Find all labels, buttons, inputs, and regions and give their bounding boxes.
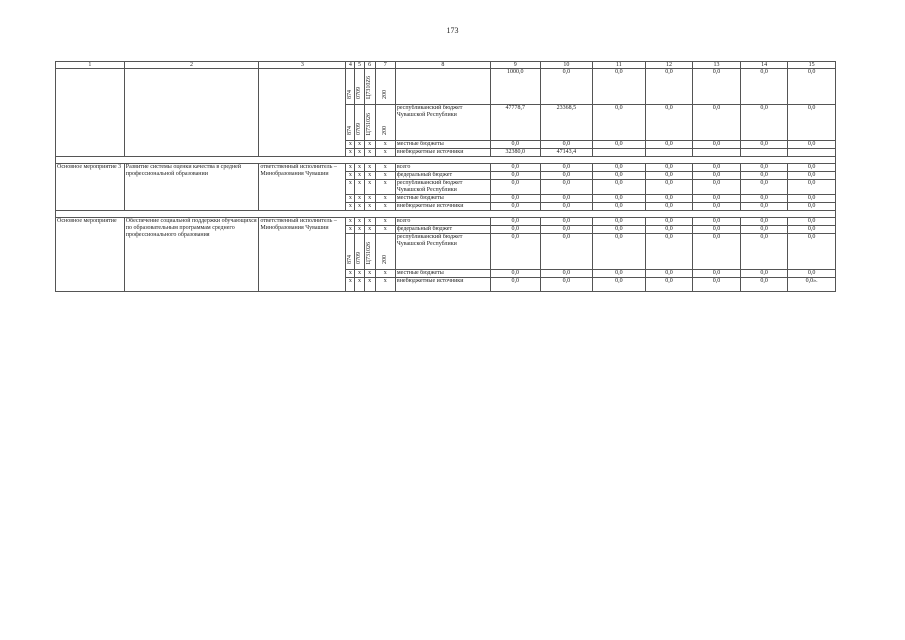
- value-cell: 0,0: [645, 226, 693, 234]
- x-cell: x: [355, 180, 364, 195]
- value-cell: 0,0: [740, 105, 788, 141]
- source-cell: республиканский бюджет Чувашской Республики: [395, 180, 490, 195]
- value-cell: 23368,5: [540, 105, 593, 141]
- value-cell: 0,0: [693, 172, 741, 180]
- value-cell: 0,0: [740, 278, 788, 292]
- value-cell: 0,0: [490, 164, 540, 172]
- source-cell: республиканский бюджет Чувашской Республики: [395, 105, 490, 141]
- source-cell: [395, 69, 490, 105]
- value-cell: 0,0: [645, 164, 693, 172]
- value-cell: 0,0: [740, 180, 788, 195]
- event-description: Развитие системы оценки качества в средней профессиональной образовании: [124, 164, 259, 211]
- cell-empty: [593, 149, 646, 157]
- value-cell: 0,0: [540, 278, 593, 292]
- table-row: [56, 218, 836, 226]
- value-cell: 0,0: [490, 172, 540, 180]
- x-cell: x: [355, 149, 364, 157]
- spacer-row: [56, 157, 836, 164]
- value-cell: 0,0: [540, 141, 593, 149]
- value-cell: 0,0: [740, 164, 788, 172]
- code-cell: 200: [375, 234, 395, 270]
- value-cell: 0,0: [740, 270, 788, 278]
- code-cell: 874: [346, 69, 355, 105]
- code-cell: Ц731026: [364, 234, 375, 270]
- header-row: [56, 62, 836, 69]
- col-header: 9: [490, 62, 540, 69]
- value-cell: 0,0: [593, 69, 646, 105]
- value-cell: 0,0: [740, 195, 788, 203]
- x-cell: x: [346, 149, 355, 157]
- value-cell: 0,0: [593, 226, 646, 234]
- value-cell: 0,0: [645, 69, 693, 105]
- value-cell: 0,0: [645, 105, 693, 141]
- value-cell: 0,0: [645, 218, 693, 226]
- value-cell: 0,0: [540, 69, 593, 105]
- x-cell: x: [346, 226, 355, 234]
- value-cell: 0,0: [490, 278, 540, 292]
- col-header: 15: [788, 62, 836, 69]
- x-cell: x: [375, 141, 395, 149]
- cell-empty: [645, 149, 693, 157]
- value-cell: 0,0: [740, 226, 788, 234]
- col-header: 14: [740, 62, 788, 69]
- col-header: 5: [355, 62, 364, 69]
- x-cell: x: [346, 195, 355, 203]
- value-cell: 0,0: [788, 172, 836, 180]
- code-cell: 874: [346, 234, 355, 270]
- x-cell: x: [375, 203, 395, 211]
- value-cell: 0,0: [645, 180, 693, 195]
- value-cell: 0,0: [788, 218, 836, 226]
- x-cell: x: [364, 164, 375, 172]
- source-cell: внебюджетные источники: [395, 203, 490, 211]
- x-cell: x: [375, 180, 395, 195]
- value-cell: 0,0: [740, 234, 788, 270]
- value-cell: 0,0: [645, 234, 693, 270]
- x-cell: x: [364, 149, 375, 157]
- value-cell: 0,0: [693, 69, 741, 105]
- code-cell: 874: [346, 105, 355, 141]
- source-cell: местные бюджеты: [395, 270, 490, 278]
- value-cell: 0,0: [490, 270, 540, 278]
- source-cell: местные бюджеты: [395, 141, 490, 149]
- value-cell: 1000,0: [490, 69, 540, 105]
- value-cell: 0,0: [593, 203, 646, 211]
- col-header: 4: [346, 62, 355, 69]
- value-cell: 0,0: [490, 141, 540, 149]
- x-cell: x: [375, 172, 395, 180]
- x-cell: x: [355, 218, 364, 226]
- value-cell: 0,0: [740, 203, 788, 211]
- value-cell: 0,0: [593, 278, 646, 292]
- source-cell: федеральный бюджет: [395, 172, 490, 180]
- value-cell: 0,0: [693, 164, 741, 172]
- value-cell: 0,0: [540, 203, 593, 211]
- value-cell: 47778,7: [490, 105, 540, 141]
- value-cell: 0,0: [645, 195, 693, 203]
- code-cell: 0709: [355, 234, 364, 270]
- value-cell: 0,0: [788, 234, 836, 270]
- spacer-row: [56, 211, 836, 218]
- x-cell: x: [346, 218, 355, 226]
- x-cell: x: [355, 278, 364, 292]
- col-header: 1: [56, 62, 125, 69]
- x-cell: x: [355, 141, 364, 149]
- x-cell: x: [364, 141, 375, 149]
- value-cell: 0,0: [645, 278, 693, 292]
- event-description: Обеспечение социальной поддержки обучающихся по образовательным программам среднего профессионального образования: [124, 218, 259, 292]
- x-cell: x: [375, 164, 395, 172]
- event-name: Основное мероприятие: [56, 218, 125, 292]
- value-cell: 0,0: [740, 172, 788, 180]
- value-cell: 0,0: [490, 180, 540, 195]
- x-cell: x: [355, 172, 364, 180]
- cell-empty: [56, 69, 125, 157]
- value-cell: 0,0: [788, 270, 836, 278]
- value-cell: 0,0: [645, 141, 693, 149]
- value-cell: 0,0: [593, 180, 646, 195]
- code-cell: 0709: [355, 69, 364, 105]
- col-header: 7: [375, 62, 395, 69]
- x-cell: x: [355, 270, 364, 278]
- x-cell: x: [375, 195, 395, 203]
- col-header: 2: [124, 62, 259, 69]
- value-cell: 0,0: [645, 270, 693, 278]
- x-cell: x: [375, 218, 395, 226]
- value-cell: 0,0: [788, 164, 836, 172]
- value-cell: 0,0: [593, 195, 646, 203]
- x-cell: x: [375, 226, 395, 234]
- value-cell: 0,0: [490, 234, 540, 270]
- value-cell: 0,0: [645, 172, 693, 180]
- col-header: 13: [693, 62, 741, 69]
- x-cell: x: [364, 270, 375, 278]
- value-cell: 0,0: [788, 180, 836, 195]
- value-cell: 0,0: [693, 278, 741, 292]
- cell-empty: [259, 69, 346, 157]
- value-cell: 0,0: [693, 141, 741, 149]
- x-cell: x: [346, 278, 355, 292]
- value-cell: 0,0: [490, 203, 540, 211]
- source-cell: внебюджетные источники: [395, 278, 490, 292]
- value-cell: 0,0: [693, 218, 741, 226]
- x-cell: x: [346, 172, 355, 180]
- cell-empty: [124, 69, 259, 157]
- value-cell: 0,0: [593, 234, 646, 270]
- code-cell: Ц7310Z6: [364, 69, 375, 105]
- source-cell: внебюджетные источники: [395, 149, 490, 157]
- source-cell: федеральный бюджет: [395, 226, 490, 234]
- value-cell: 0,0: [540, 226, 593, 234]
- value-cell: 0,0: [788, 226, 836, 234]
- x-cell: x: [364, 172, 375, 180]
- x-cell: x: [364, 278, 375, 292]
- value-cell: 0,0: [540, 164, 593, 172]
- value-cell: 0,0: [540, 172, 593, 180]
- value-cell: 0,0: [540, 195, 593, 203]
- col-header: 3: [259, 62, 346, 69]
- x-cell: x: [364, 195, 375, 203]
- x-cell: x: [346, 141, 355, 149]
- source-cell: местные бюджеты: [395, 195, 490, 203]
- event-executor: ответственный исполнитель – Минобразования Чувашии: [259, 164, 346, 211]
- value-cell: 0,0: [490, 218, 540, 226]
- value-cell: 0,0: [788, 141, 836, 149]
- x-cell: x: [346, 203, 355, 211]
- x-cell: x: [364, 218, 375, 226]
- x-cell: x: [364, 180, 375, 195]
- value-cell: 0,0: [593, 270, 646, 278]
- code-cell: 200: [375, 105, 395, 141]
- col-header: 10: [540, 62, 593, 69]
- value-cell: 0,0».: [788, 278, 836, 292]
- code-cell: 200: [375, 69, 395, 105]
- x-cell: x: [346, 180, 355, 195]
- value-cell: 0,0: [788, 203, 836, 211]
- table-row: [56, 164, 836, 172]
- value-cell: 0,0: [645, 203, 693, 211]
- value-cell: 0,0: [788, 195, 836, 203]
- table-row: [56, 69, 836, 105]
- x-cell: x: [375, 149, 395, 157]
- cell-empty: [788, 149, 836, 157]
- x-cell: x: [375, 278, 395, 292]
- value-cell: 47143,4: [540, 149, 593, 157]
- value-cell: 0,0: [740, 69, 788, 105]
- col-header: 11: [593, 62, 646, 69]
- code-cell: 0709: [355, 105, 364, 141]
- x-cell: x: [375, 270, 395, 278]
- value-cell: 0,0: [593, 172, 646, 180]
- x-cell: x: [346, 164, 355, 172]
- value-cell: 0,0: [490, 195, 540, 203]
- cell-empty: [740, 149, 788, 157]
- value-cell: 0,0: [693, 226, 741, 234]
- col-header: 6: [364, 62, 375, 69]
- source-cell: республиканский бюджет Чувашской Республики: [395, 234, 490, 270]
- source-cell: всего: [395, 218, 490, 226]
- value-cell: 0,0: [693, 180, 741, 195]
- value-cell: 0,0: [490, 226, 540, 234]
- x-cell: x: [355, 203, 364, 211]
- cell-empty: [693, 149, 741, 157]
- value-cell: 0,0: [540, 234, 593, 270]
- value-cell: 0,0: [593, 218, 646, 226]
- value-cell: 0,0: [593, 164, 646, 172]
- page-number: 173: [446, 26, 459, 35]
- value-cell: 0,0: [788, 69, 836, 105]
- x-cell: x: [355, 226, 364, 234]
- value-cell: 0,0: [540, 218, 593, 226]
- value-cell: 0,0: [740, 141, 788, 149]
- x-cell: x: [364, 203, 375, 211]
- code-cell: Ц731026: [364, 105, 375, 141]
- value-cell: 0,0: [693, 270, 741, 278]
- value-cell: 0,0: [593, 141, 646, 149]
- event-executor: ответственный исполнитель – Минобразования Чувашии: [259, 218, 346, 292]
- value-cell: 0,0: [540, 270, 593, 278]
- x-cell: x: [364, 226, 375, 234]
- x-cell: x: [355, 195, 364, 203]
- source-cell: всего: [395, 164, 490, 172]
- value-cell: 0,0: [693, 234, 741, 270]
- spacer: [56, 211, 836, 218]
- col-header: 8: [395, 62, 490, 69]
- value-cell: 0,0: [693, 203, 741, 211]
- value-cell: 0,0: [740, 218, 788, 226]
- value-cell: 0,0: [693, 105, 741, 141]
- value-cell: 0,0: [540, 180, 593, 195]
- budget-table: [55, 61, 836, 292]
- value-cell: 32380,0: [490, 149, 540, 157]
- value-cell: 0,0: [693, 195, 741, 203]
- event-name: Основное мероприятие 3: [56, 164, 125, 211]
- x-cell: x: [355, 164, 364, 172]
- col-header: 12: [645, 62, 693, 69]
- value-cell: 0,0: [788, 105, 836, 141]
- value-cell: 0,0: [593, 105, 646, 141]
- spacer: [56, 157, 836, 164]
- x-cell: x: [346, 270, 355, 278]
